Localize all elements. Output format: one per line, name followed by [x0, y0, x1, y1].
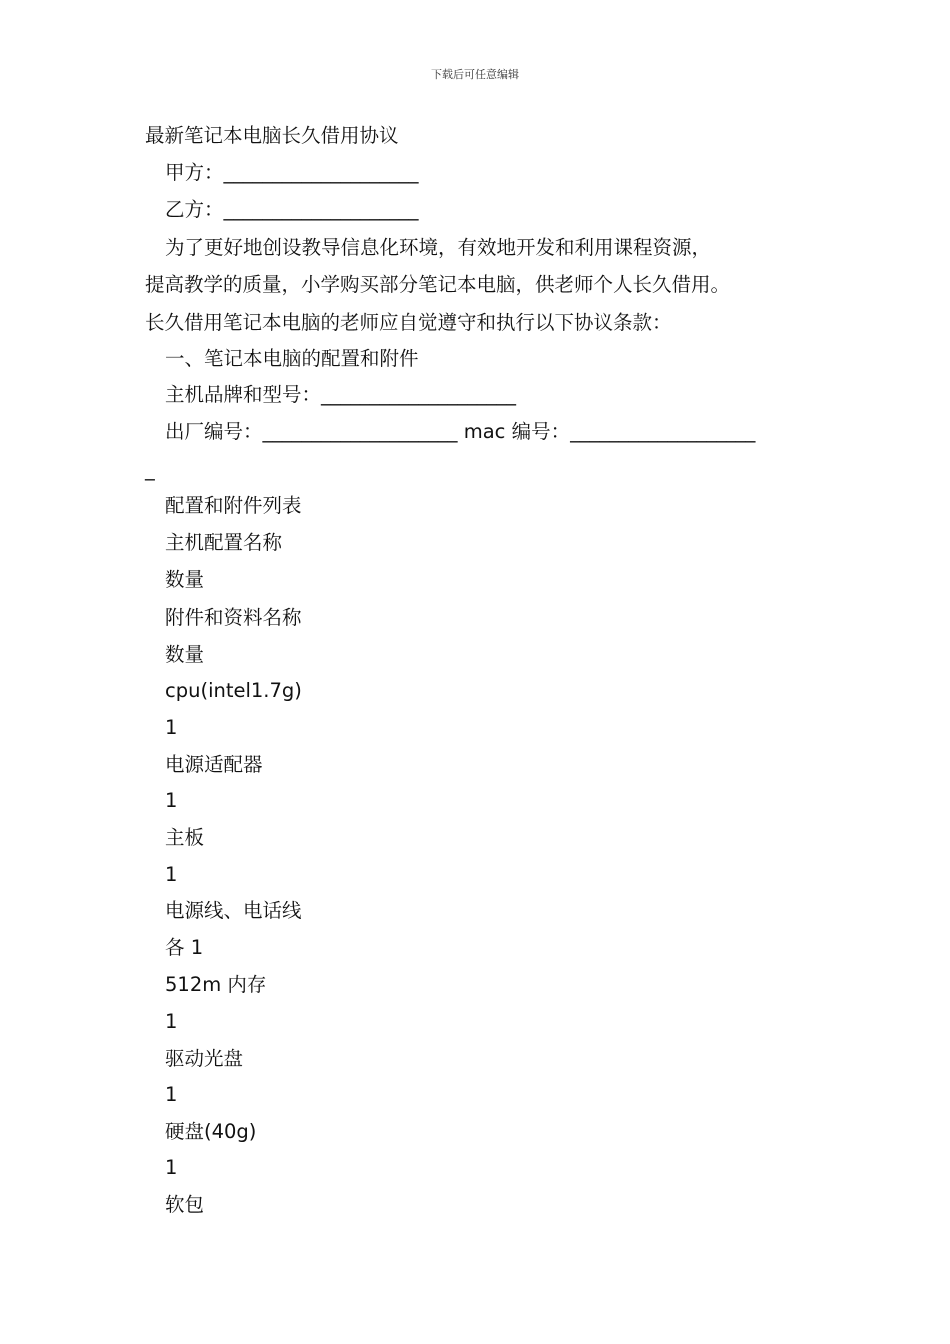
table-line: 1 [165, 789, 178, 812]
table-line: 硬盘(40g) [165, 1120, 257, 1143]
table-line: 主机配置名称 [165, 531, 283, 554]
table-line: 1 [165, 1083, 178, 1106]
table-line: 1 [165, 1010, 178, 1033]
intro-paragraph-line: 长久借用笔记本电脑的老师应自觉遵守和执行以下协议条款： [145, 311, 672, 334]
intro-paragraph-line: 提高教学的质量，小学购买部分笔记本电脑，供老师个人长久借用。 [145, 273, 731, 296]
party-a-line: 甲方：____________________ [165, 161, 419, 184]
section-heading: 一、笔记本电脑的配置和附件 [165, 347, 419, 370]
document-title: 最新笔记本电脑长久借用协议 [145, 124, 399, 147]
table-line: 主板 [165, 826, 205, 849]
table-line: 驱动光盘 [165, 1047, 244, 1070]
table-line: 软包 [165, 1193, 205, 1216]
table-line: 附件和资料名称 [165, 606, 302, 629]
header-note: 下载后可任意编辑 [431, 68, 519, 81]
brand-model-line: 主机品牌和型号：____________________ [165, 383, 517, 406]
party-b-line: 乙方：____________________ [165, 198, 419, 221]
table-line: 数量 [165, 643, 205, 666]
table-line: 1 [165, 1156, 178, 1179]
table-line: 数量 [165, 568, 205, 591]
table-line: 512m 内存 [165, 973, 267, 996]
table-line: 电源适配器 [165, 753, 263, 776]
serial-mac-overflow: _ [145, 458, 155, 481]
list-title: 配置和附件列表 [165, 494, 302, 517]
table-line: 电源线、电话线 [165, 899, 302, 922]
intro-paragraph-line: 为了更好地创设教导信息化环境，有效地开发和利用课程资源， [165, 236, 712, 259]
table-line: 1 [165, 716, 178, 739]
table-line: cpu(intel1.7g) [165, 679, 302, 702]
table-line: 1 [165, 863, 178, 886]
table-line: 各 1 [165, 936, 204, 959]
serial-mac-line: 出厂编号：____________________ mac 编号：___________________ [165, 420, 756, 443]
